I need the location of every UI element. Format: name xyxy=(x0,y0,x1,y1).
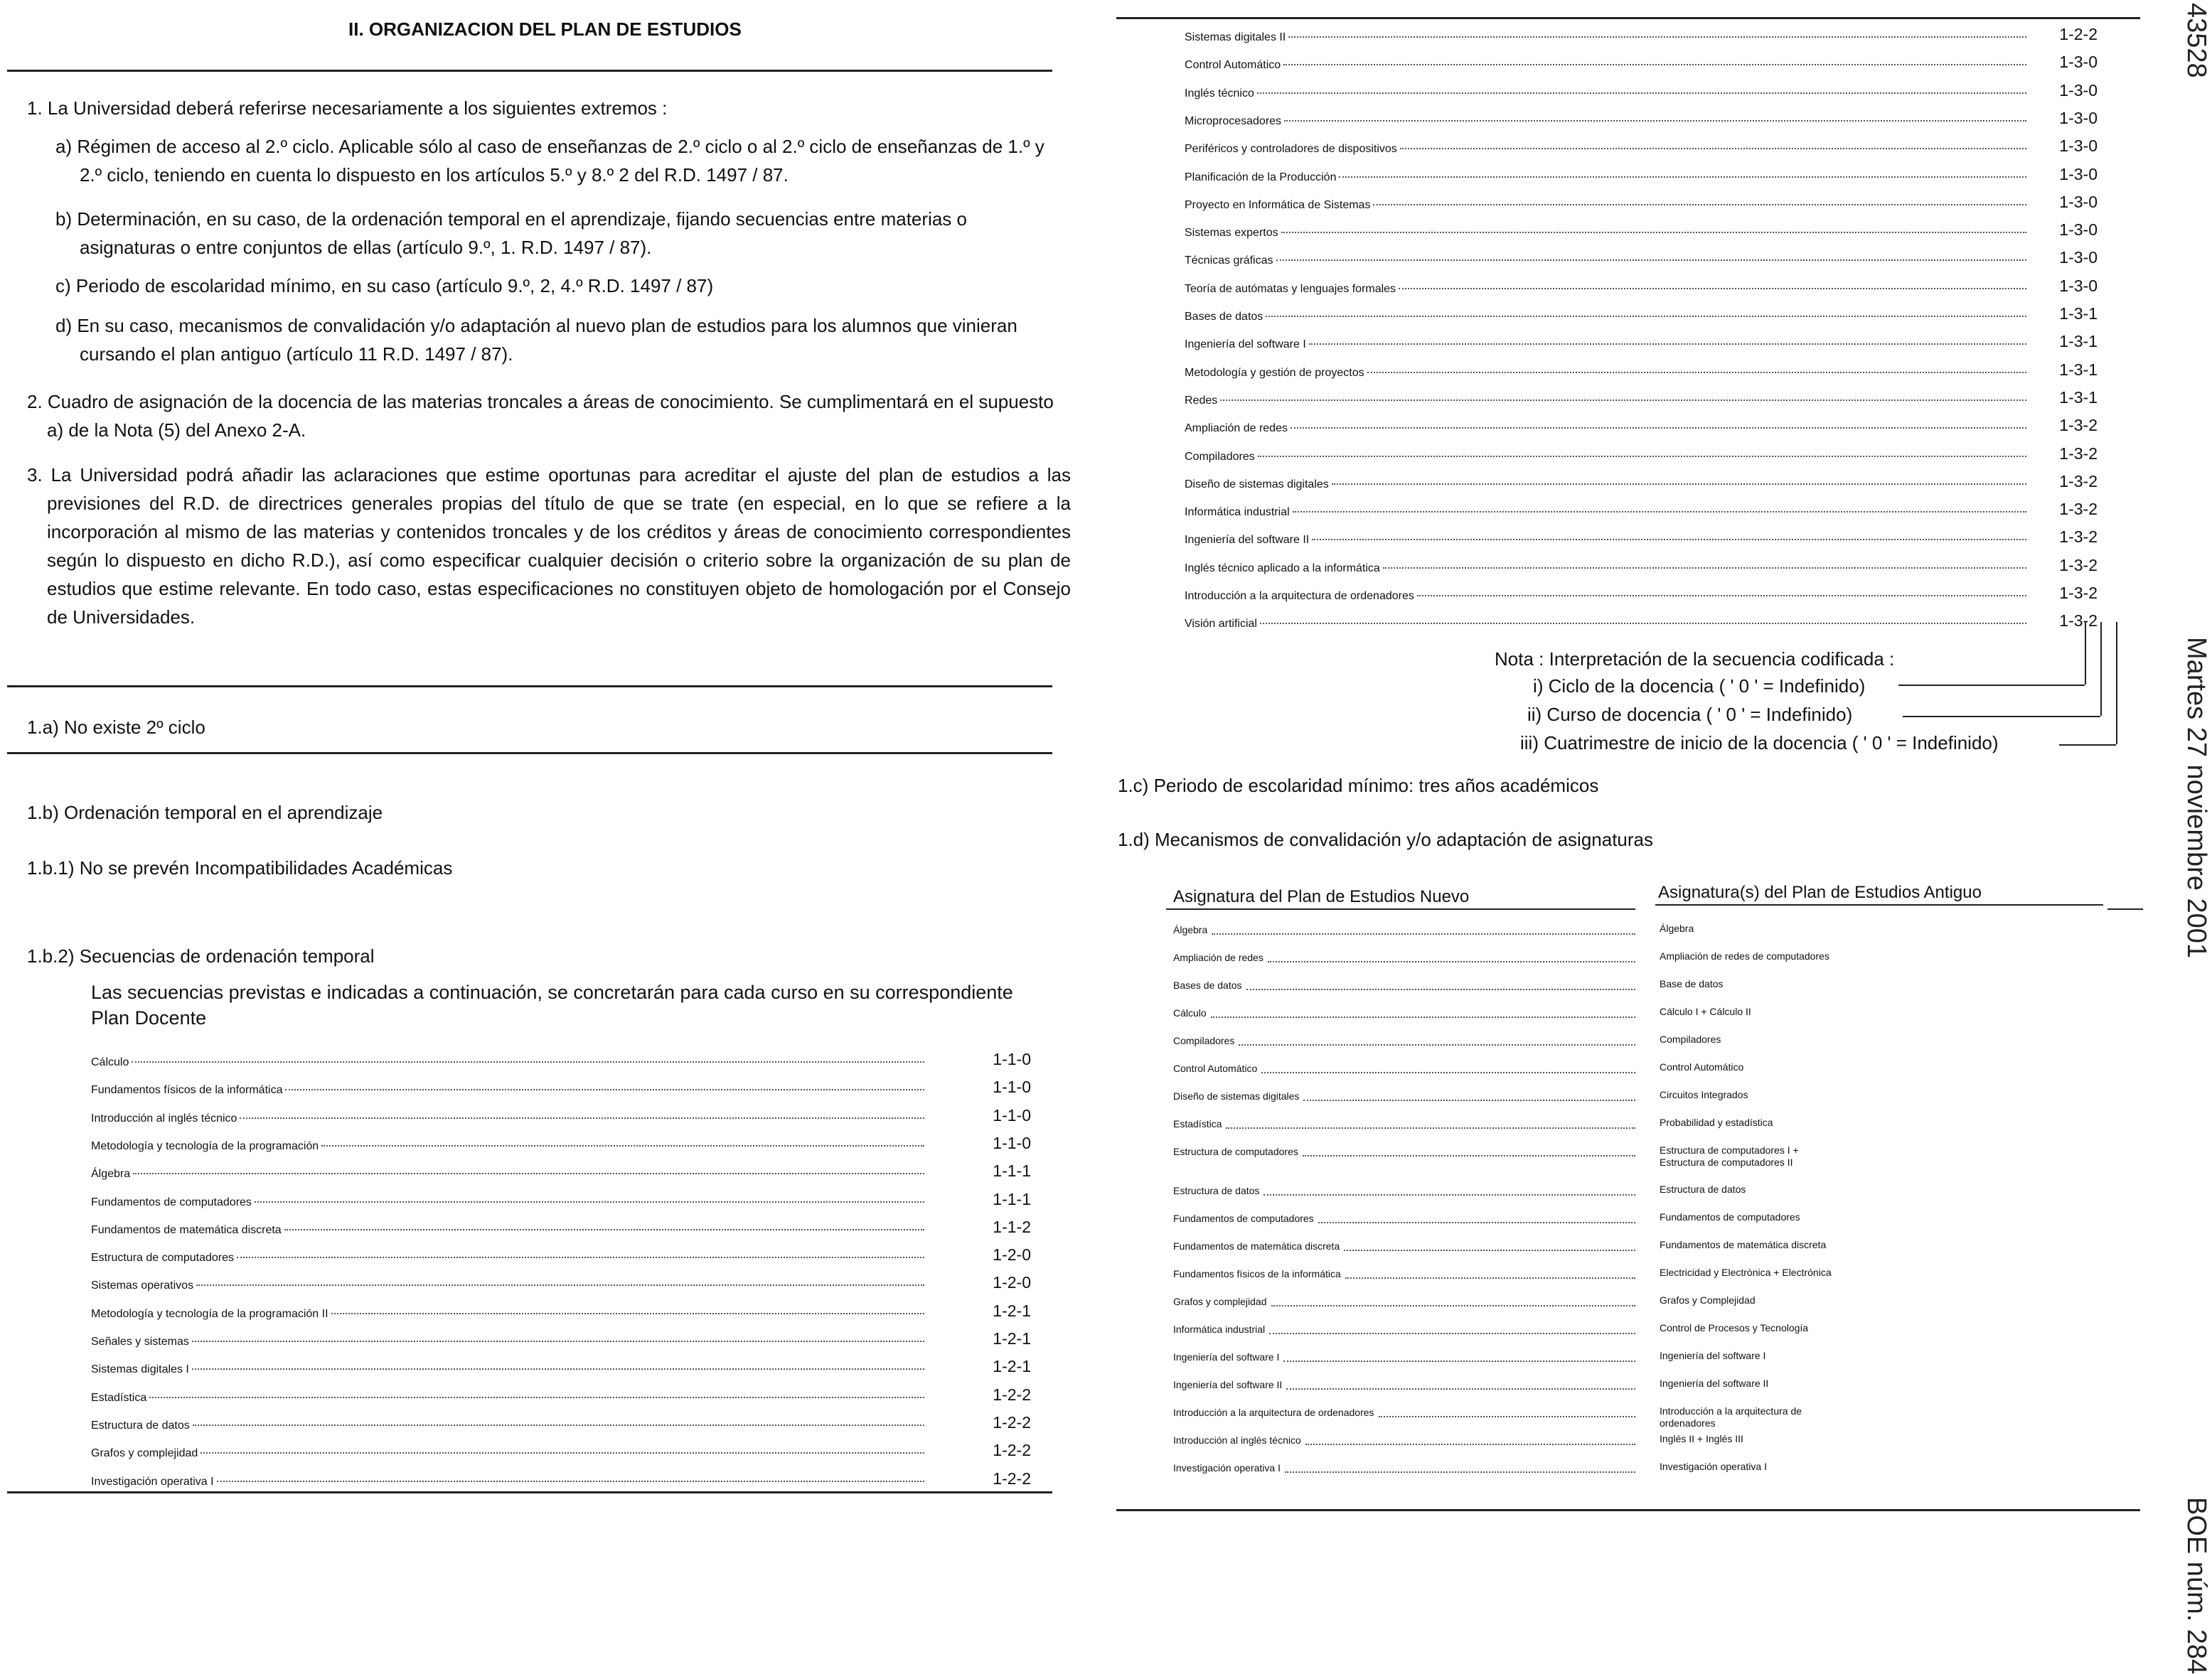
comparison-header-underline xyxy=(1166,908,1635,910)
old-subject: Control de Procesos y Tecnología xyxy=(1660,1322,1809,1334)
intro-item-a: a) Régimen de acceso al 2.º ciclo. Aplicable sólo al caso de enseñanzas de 2.º ciclo o al 2.º ciclo de enseñanzas de 1.º y 2.º ciclo, teniendo en cuenta lo dispuesto en los artículos 5.º y 8.º 2 del R.D. 1497 / 87. xyxy=(55,136,1044,186)
subject-name: Sistemas operativos xyxy=(91,1279,194,1292)
sequence-code: 1-3-2 xyxy=(2059,555,2098,574)
sequence-code: 1-3-0 xyxy=(2059,164,2098,183)
note-item-i: i) Ciclo de la docencia ( ' 0 ' = Indefinido) xyxy=(1533,675,1866,697)
sequence-row xyxy=(1185,467,2098,491)
new-subject: Álgebra xyxy=(1173,924,1208,935)
old-subject: Fundamentos de computadores xyxy=(1660,1211,1800,1223)
dot-leader xyxy=(1271,1305,1635,1307)
dot-leader xyxy=(1417,595,2026,596)
left-column xyxy=(0,0,1071,1668)
section-1b2: 1.b.2) Secuencias de ordenación temporal xyxy=(27,945,375,967)
dot-leader xyxy=(1263,1194,1635,1196)
sequence-code: 1-3-2 xyxy=(2059,444,2098,463)
subject-name: Planificación de la Producción xyxy=(1185,171,1337,183)
sequence-row xyxy=(91,1157,1031,1181)
sequence-row xyxy=(1185,383,2098,407)
dot-leader xyxy=(1226,1127,1635,1129)
comparison-header-underline xyxy=(1655,904,2103,906)
sequence-code: 1-2-2 xyxy=(993,1412,1031,1432)
old-subject: Ingeniería del software I xyxy=(1660,1350,1766,1361)
divider xyxy=(1116,1509,2140,1511)
sequence-code: 1-3-1 xyxy=(2059,304,2098,323)
divider xyxy=(7,685,1052,687)
dot-leader xyxy=(1288,36,2026,38)
dot-leader xyxy=(1332,483,2026,485)
dot-leader xyxy=(1269,1333,1635,1334)
dot-leader xyxy=(1261,1072,1635,1073)
dot-leader xyxy=(1309,343,2026,345)
subject-name: Fundamentos de computadores xyxy=(91,1196,252,1208)
dot-leader xyxy=(1367,372,2026,373)
new-subject: Cálculo xyxy=(1173,1007,1207,1019)
dot-leader xyxy=(1220,399,2026,401)
sequence-code: 1-1-0 xyxy=(993,1050,1031,1068)
old-subject: Inglés II + Inglés III xyxy=(1660,1433,1743,1444)
note-item-iii: iii) Cuatrimestre de inicio de la docencia ( ' 0 ' = Indefinido) xyxy=(1520,732,1999,753)
old-subject: Investigación operativa I xyxy=(1660,1461,1767,1472)
new-subject: Ampliación de redes xyxy=(1173,952,1263,963)
comparison-header-underline xyxy=(2107,908,2143,910)
sequence-row xyxy=(91,1185,1031,1209)
sequence-row xyxy=(1185,272,2098,296)
old-subject: Compiladores xyxy=(1660,1034,1721,1045)
dot-leader xyxy=(1399,288,2026,289)
sequence-row xyxy=(1185,132,2098,156)
subject-name: Álgebra xyxy=(91,1168,131,1181)
sequence-code: 1-2-0 xyxy=(993,1245,1031,1265)
sequence-code: 1-3-0 xyxy=(2059,220,2098,240)
dot-leader xyxy=(1303,1100,1635,1101)
subject-name: Estadística xyxy=(91,1391,147,1404)
sequence-code: 1-3-0 xyxy=(2059,53,2098,72)
sequence-row xyxy=(1185,160,2098,184)
bracket-line-term xyxy=(2059,744,2116,746)
section-1b: 1.b) Ordenación temporal en el aprendizaje xyxy=(27,802,383,823)
subject-name: Metodología y gestión de proyectos xyxy=(1185,366,1364,379)
sequence-code: 1-1-0 xyxy=(993,1133,1031,1152)
sequence-code: 1-1-0 xyxy=(993,1078,1031,1097)
dot-leader xyxy=(132,1061,924,1063)
subject-name: Sistemas digitales II xyxy=(1185,31,1286,43)
subject-name: Grafos y complejidad xyxy=(91,1447,198,1460)
divider xyxy=(1116,17,2140,19)
new-subject: Grafos y complejidad xyxy=(1173,1296,1267,1307)
dot-leader xyxy=(1239,1044,1635,1046)
subject-name: Estructura de datos xyxy=(91,1419,190,1432)
dot-leader xyxy=(217,1481,924,1482)
subject-name: Metodología y tecnología de la programación II xyxy=(91,1307,328,1320)
note-title: Nota : Interpretación de la secuencia codificada : xyxy=(1495,648,1895,670)
dot-leader xyxy=(1344,1250,1635,1251)
new-subject: Compiladores xyxy=(1173,1035,1235,1046)
subject-name: Estructura de computadores xyxy=(91,1252,234,1265)
divider xyxy=(7,1491,1052,1493)
dot-leader xyxy=(1383,567,2026,569)
dot-leader xyxy=(133,1173,924,1174)
subject-name: Introducción al inglés técnico xyxy=(91,1112,237,1125)
section-1c: 1.c) Periodo de escolaridad mínimo: tres años académicos xyxy=(1118,775,1599,796)
right-column xyxy=(1109,0,2154,1668)
dot-leader xyxy=(1212,933,1635,935)
subject-name: Técnicas gráficas xyxy=(1185,254,1273,267)
dot-leader xyxy=(1266,316,2026,317)
subject-name: Proyecto en Informática de Sistemas xyxy=(1185,198,1371,211)
dot-leader xyxy=(1312,539,2026,540)
sequence-row xyxy=(1185,104,2098,128)
divider xyxy=(7,752,1052,754)
intro-item-c: c) Periodo de escolaridad mínimo, en su caso (artículo 9.º, 2, 4.º R.D. 1497 / 87) xyxy=(55,275,714,296)
dot-leader xyxy=(1283,64,2026,65)
sequence-row xyxy=(91,1045,1031,1069)
dot-leader xyxy=(1246,989,1635,990)
sequence-row xyxy=(91,1101,1031,1125)
sequence-row xyxy=(1185,299,2098,323)
sequence-row xyxy=(1185,48,2098,72)
sequence-code: 1-1-2 xyxy=(993,1217,1031,1236)
section-1d: 1.d) Mecanismos de convalidación y/o adaptación de asignaturas xyxy=(1118,829,1654,850)
sequence-code: 1-2-1 xyxy=(993,1301,1031,1320)
dot-leader xyxy=(1303,1155,1635,1157)
section-1a: 1.a) No existe 2º ciclo xyxy=(27,717,205,738)
subject-name: Fundamentos físicos de la informática xyxy=(91,1084,283,1097)
section-1b2-text: Las secuencias previstas e indicadas a continuación, se concretarán para cada curso en su correspondiente Plan Docente xyxy=(91,982,1013,1029)
bracket-line-term xyxy=(2116,622,2117,744)
sequence-code: 1-2-1 xyxy=(993,1357,1031,1376)
dot-leader xyxy=(1281,232,2026,233)
intro-paragraph-3: 3. La Universidad podrá añadir las aclaraciones que estime oportunas para acreditar el ajuste del plan de estudios a las previsiones del R.D. de directrices generales propias del título de que se trate (en especial, en lo que se refiere a la incorporación al mismo de las materias y contenidos troncales y de los créditos y áreas de conocimiento correspondientes según lo dispuesto en dicho R.D.), así como especificar cualquier decisión o criterio sobre la organización de su plan de estudios que estime relevante. En todo caso, estas especificaciones no constituyen objeto de homologación por el Consejo de Universidades. xyxy=(27,464,1071,628)
sequence-row xyxy=(1185,243,2098,267)
new-subject: Bases de datos xyxy=(1173,980,1242,991)
subject-name: Inglés técnico xyxy=(1185,87,1254,100)
sequence-code: 1-2-2 xyxy=(2059,25,2098,43)
dot-leader xyxy=(237,1257,924,1258)
sequence-row xyxy=(1185,579,2098,603)
sequence-row xyxy=(1185,411,2098,435)
old-subject: Fundamentos de matemática discreta xyxy=(1660,1239,1827,1250)
dot-leader xyxy=(149,1397,924,1398)
dot-leader xyxy=(285,1089,924,1090)
subject-name: Sistemas digitales I xyxy=(91,1363,189,1376)
subject-name: Cálculo xyxy=(91,1056,129,1068)
sequence-row xyxy=(1185,606,2098,631)
dot-leader xyxy=(1305,1444,1635,1445)
dot-leader xyxy=(1339,176,2026,178)
new-subject: Ingeniería del software I xyxy=(1173,1351,1280,1363)
dot-leader xyxy=(1258,456,2026,457)
sequence-row xyxy=(91,1073,1031,1097)
old-subject: Estructura de computadores I + Estructura de computadores II xyxy=(1660,1144,1799,1168)
dot-leader xyxy=(1379,1416,1635,1417)
sequence-row xyxy=(91,1436,1031,1460)
old-subject: Control Automático xyxy=(1660,1061,1744,1073)
sequence-code: 1-2-0 xyxy=(993,1273,1031,1292)
dot-leader xyxy=(321,1145,924,1147)
sequence-code: 1-3-2 xyxy=(2059,611,2098,631)
dot-leader xyxy=(196,1284,924,1286)
dot-leader xyxy=(1400,148,2026,149)
sequence-code: 1-3-0 xyxy=(2059,248,2098,267)
sequence-code: 1-2-2 xyxy=(993,1441,1031,1460)
old-subject: Base de datos xyxy=(1660,978,1724,989)
sequence-code: 1-1-0 xyxy=(993,1105,1031,1125)
sequence-row xyxy=(91,1352,1031,1376)
dot-leader xyxy=(255,1201,924,1203)
new-subject: Fundamentos de matemática discreta xyxy=(1173,1240,1340,1252)
sequence-row xyxy=(1185,327,2098,351)
old-subject: Circuitos Integrados xyxy=(1660,1089,1748,1100)
subject-name: Microprocesadores xyxy=(1185,114,1282,127)
subject-name: Inglés técnico aplicado a la informática xyxy=(1185,562,1380,574)
bracket-line-course xyxy=(2100,622,2102,716)
subject-name: Ingeniería del software I xyxy=(1185,338,1306,351)
new-subject: Investigación operativa I xyxy=(1173,1462,1281,1474)
sequence-code: 1-3-2 xyxy=(2059,500,2098,519)
new-subject: Ingeniería del software II xyxy=(1173,1379,1283,1390)
sequence-row xyxy=(1185,188,2098,212)
new-subject: Diseño de sistemas digitales xyxy=(1173,1090,1300,1102)
sequence-code: 1-2-2 xyxy=(993,1469,1031,1488)
intro-paragraph-2: 2. Cuadro de asignación de la docencia de las materias troncales a áreas de conocimiento. Se cumplimentará en el supuesto a) de la Nota (5) del Anexo 2-A. xyxy=(27,391,1054,441)
sequence-row xyxy=(1185,551,2098,575)
dot-leader xyxy=(1211,1016,1635,1018)
subject-name: Periféricos y controladores de dispositivos xyxy=(1185,143,1397,156)
note-item-ii: ii) Curso de docencia ( ' 0 ' = Indefinido) xyxy=(1527,704,1853,725)
sequence-code: 1-1-1 xyxy=(993,1189,1031,1208)
subject-name: Ampliación de redes xyxy=(1185,422,1288,435)
bracket-line-cycle xyxy=(2085,622,2086,685)
subject-name: Ingeniería del software II xyxy=(1185,534,1310,547)
dot-leader xyxy=(1285,1471,1635,1473)
subject-name: Control Automático xyxy=(1185,59,1281,72)
page-margin xyxy=(2176,0,2212,1674)
new-subject: Control Automático xyxy=(1173,1063,1258,1074)
sequence-row xyxy=(91,1464,1031,1488)
sequence-row xyxy=(91,1380,1031,1405)
intro-item-d: d) En su caso, mecanismos de convalidación y/o adaptación al nuevo plan de estudios para los alumnos que vinieran cursando el plan antiguo (artículo 11 R.D. 1497 / 87). xyxy=(55,315,1017,365)
subject-name: Diseño de sistemas digitales xyxy=(1185,478,1329,490)
sequence-code: 1-3-0 xyxy=(2059,276,2098,295)
sequence-row xyxy=(91,1324,1031,1348)
dot-leader xyxy=(1260,623,2026,624)
dot-leader xyxy=(1257,92,2026,94)
sequence-code: 1-3-2 xyxy=(2059,471,2098,490)
subject-name: Fundamentos de matemática discreta xyxy=(91,1223,282,1236)
dot-leader xyxy=(1284,120,2026,122)
old-subject: Electricidad y Electrónica + Electrónica xyxy=(1660,1267,1832,1278)
sequence-code: 1-2-1 xyxy=(993,1329,1031,1348)
dot-leader xyxy=(1283,1361,1635,1362)
sequence-row xyxy=(1185,76,2098,100)
sequence-row xyxy=(91,1408,1031,1432)
dot-leader xyxy=(192,1368,924,1370)
intro-item-b: b) Determinación, en su caso, de la ordenación temporal en el aprendizaje, fijando secuencias entre materias o asignaturas o entre conjuntos de ellas (artículo 9.º, 1. R.D. 1497 / 87). xyxy=(55,208,967,258)
new-subject: Fundamentos de computadores xyxy=(1173,1213,1314,1224)
sequence-row xyxy=(1185,522,2098,547)
sequence-code: 1-3-0 xyxy=(2059,80,2098,100)
subject-name: Visión artificial xyxy=(1185,618,1257,631)
old-subject: Cálculo I + Cálculo II xyxy=(1660,1006,1751,1017)
new-subject: Introducción al inglés técnico xyxy=(1173,1434,1301,1446)
dot-leader xyxy=(331,1313,924,1314)
new-subject: Estructura de computadores xyxy=(1173,1146,1298,1157)
comparison-header-new: Asignatura del Plan de Estudios Nuevo xyxy=(1173,887,1470,906)
sequence-row xyxy=(1185,439,2098,463)
dot-leader xyxy=(1318,1222,1635,1223)
subject-name: Introducción a la arquitectura de ordenadores xyxy=(1185,590,1414,602)
bulletin-number: BOE núm. 284 xyxy=(2181,1497,2211,1674)
old-subject: Ingeniería del software II xyxy=(1660,1378,1769,1389)
dot-leader xyxy=(240,1117,924,1119)
page-title: II. ORGANIZACION DEL PLAN DE ESTUDIOS xyxy=(348,18,742,40)
subject-name: Bases de datos xyxy=(1185,311,1263,323)
sequence-code: 1-3-0 xyxy=(2059,108,2098,127)
sequence-row xyxy=(1185,215,2098,240)
sequence-code: 1-3-2 xyxy=(2059,416,2098,435)
old-subject: Ampliación de redes de computadores xyxy=(1660,950,1829,962)
new-subject: Fundamentos físicos de la informática xyxy=(1173,1268,1341,1279)
dot-leader xyxy=(1345,1277,1635,1279)
sequence-code: 1-3-1 xyxy=(2059,387,2098,407)
new-subject: Informática industrial xyxy=(1173,1324,1266,1335)
dot-leader xyxy=(1373,204,2026,205)
dot-leader xyxy=(1286,1388,1635,1390)
subject-name: Redes xyxy=(1185,394,1218,407)
subject-name: Informática industrial xyxy=(1185,506,1290,519)
page-number: 43528 xyxy=(2181,3,2211,78)
dot-leader xyxy=(1276,259,2027,261)
old-subject: Introducción a la arquitectura de ordenadores xyxy=(1660,1405,1802,1429)
sequence-row xyxy=(91,1129,1031,1153)
dot-leader xyxy=(1293,511,2026,513)
sequence-code: 1-3-1 xyxy=(2059,332,2098,351)
new-subject: Estructura de datos xyxy=(1173,1185,1260,1196)
sequence-code: 1-3-0 xyxy=(2059,192,2098,211)
issue-date: Martes 27 noviembre 2001 xyxy=(2181,637,2211,959)
sequence-row xyxy=(91,1240,1031,1265)
sequence-code: 1-3-2 xyxy=(2059,527,2098,547)
dot-leader xyxy=(192,1341,924,1342)
sequence-row xyxy=(91,1297,1031,1321)
sequence-code: 1-1-1 xyxy=(993,1161,1031,1181)
dot-leader xyxy=(193,1424,924,1426)
sequence-row xyxy=(91,1268,1031,1292)
dot-leader xyxy=(1291,427,2026,429)
dot-leader xyxy=(284,1229,924,1230)
sequence-code: 1-3-2 xyxy=(2059,584,2098,602)
old-subject: Álgebra xyxy=(1660,923,1694,934)
subject-name: Metodología y tecnología de la programación xyxy=(91,1139,319,1152)
divider xyxy=(7,70,1052,72)
subject-name: Señales y sistemas xyxy=(91,1336,189,1348)
sequence-row xyxy=(1185,355,2098,380)
comparison-header-old: Asignatura(s) del Plan de Estudios Antiguo xyxy=(1658,883,1982,902)
subject-name: Compiladores xyxy=(1185,450,1255,463)
sequence-row xyxy=(1185,495,2098,519)
bracket-line-course xyxy=(1903,716,2100,717)
intro-paragraph-1: 1. La Universidad deberá referirse necesariamente a los siguientes extremos : xyxy=(27,97,668,119)
old-subject: Grafos y Complejidad xyxy=(1660,1294,1756,1306)
old-subject: Estructura de datos xyxy=(1660,1184,1746,1195)
subject-name: Investigación operativa I xyxy=(91,1475,214,1488)
dot-leader xyxy=(201,1452,924,1454)
new-subject: Introducción a la arquitectura de ordenadores xyxy=(1173,1407,1374,1418)
subject-name: Sistemas expertos xyxy=(1185,227,1278,240)
sequence-code: 1-3-0 xyxy=(2059,136,2098,156)
section-1b1: 1.b.1) No se prevén Incompatibilidades Académicas xyxy=(27,857,453,879)
sequence-code: 1-3-1 xyxy=(2059,360,2098,379)
dot-leader xyxy=(1268,961,1635,962)
old-subject: Probabilidad y estadística xyxy=(1660,1117,1773,1128)
subject-name: Teoría de autómatas y lenguajes formales xyxy=(1185,282,1396,295)
sequence-row xyxy=(91,1213,1031,1237)
sequence-code: 1-2-2 xyxy=(993,1385,1031,1404)
sequence-row xyxy=(1185,20,2098,44)
new-subject: Estadística xyxy=(1173,1118,1222,1130)
bracket-line-cycle xyxy=(1898,685,2085,686)
